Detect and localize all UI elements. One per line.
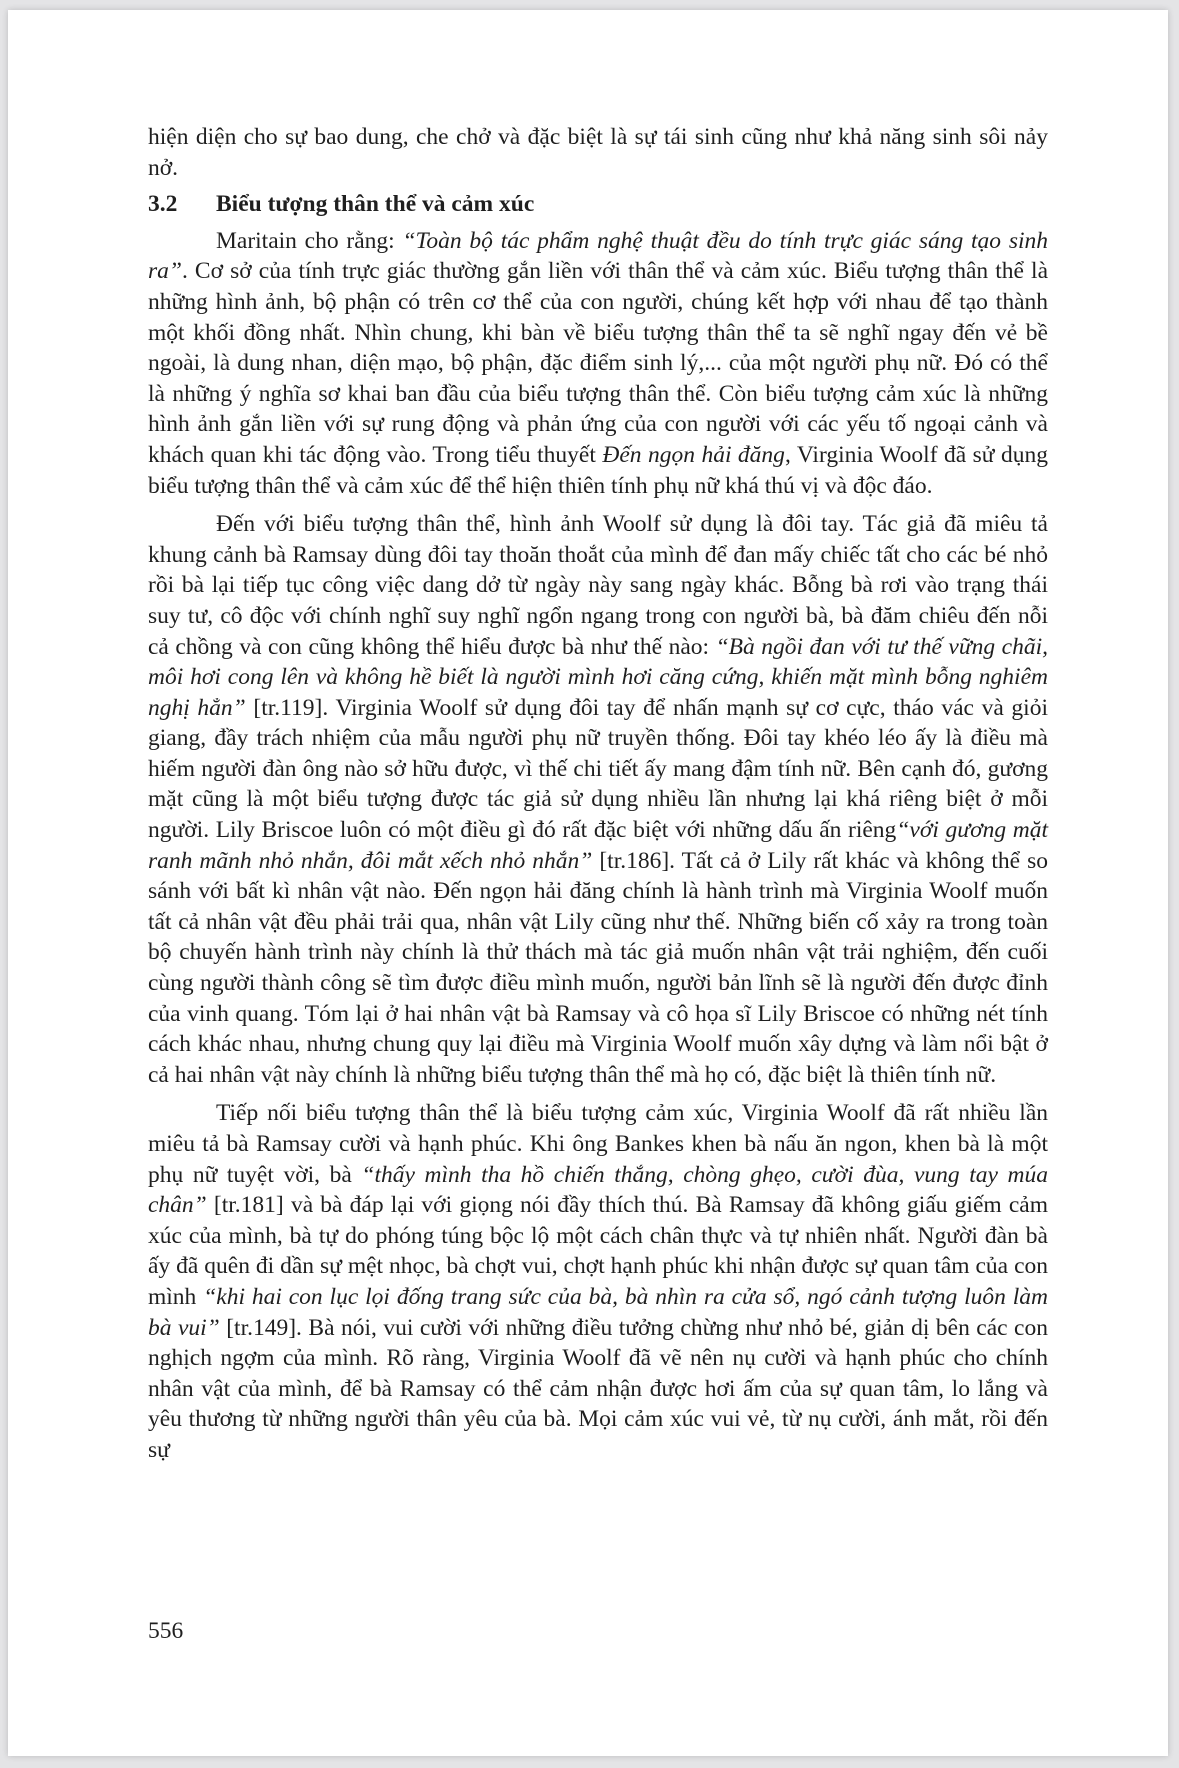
section-number: 3.2 [148,191,178,218]
paragraph-3-quote-2: “khi hai con lục lọi đống trang sức của bà, bà nhìn ra cửa sổ, ngó cảnh tượng luôn làm bà vui” [148,1283,1048,1341]
paragraph-1-text-c: . Cơ sở của tính trực giác thường gắn liền với thân thể và cảm xúc. Biểu tượng thân thể là những hình ảnh, bộ phận có trên cơ thể của con người, chúng kết hợp với nhau để tạo thành một khối đồng nhất. Nhìn chung, khi bàn về biểu tượng thân thể ta sẽ nghĩ ngay đến vẻ bề ngoài, là dung nhan, diện mạo, bộ phận, đặc điểm sinh lý,... của một người phụ nữ. Đó có thể là những ý nghĩa sơ khai ban đầu của biểu tượng thân thể. Còn biểu tượng cảm xúc là những hình ảnh gắn liền với sự rung động và phản ứng của con người với các yếu tố ngoại cảnh và khách quan khi tác động vào. Trong tiểu thuyết [148,258,1048,468]
paragraph-3-text-c: [tr.181] và bà đáp lại với giọng nói đầy thích thú. Bà Ramsay đã không giấu giếm cảm xúc của mình, bà tự do phóng túng bộc lộ một cách chân thực và tự nhiên nhất. Người đàn bà ấy đã quên đi dần sự mệt nhọc, bà chợt vui, chợt hạnh phúc khi nhận được sự quan tâm của con mình [148,1192,1048,1310]
paragraph-2-text-e: [tr.186]. Tất cả ở Lily rất khác và không thể so sánh với bất kì nhân vật nào. Đến ngọn hải đăng chính là hành trình mà Virginia Woolf muốn tất cả nhân vật đều phải trải qua, nhân vật Lily cũng như thế. Những biến cố xảy ra trong toàn bộ chuyến hành trình này chính là thử thách mà tác giả muốn nhân vật trải nghiệm, đến cuối cùng người thành công sẽ tìm được điều mình muốn, người bản lĩnh sẽ là người đến được đỉnh của vinh quang. Tóm lại ở hai nhân vật bà Ramsay và cô họa sĩ Lily Briscoe có những nét tính cách khác nhau, nhưng chung quy lại điều mà Virginia Woolf muốn xây dựng và làm nổi bật ở cả hai nhân vật này chính là những biểu tượng thân thể mà họ có, đặc biệt là thiên tính nữ. [148,847,1049,1088]
paragraph-3-text-e: [tr.149]. Bà nói, vui cười với những điều tưởng chừng như nhỏ bé, giản dị bên các con nghịch ngợm của mình. Rõ ràng, Virginia Woolf đã vẽ nên nụ cười và hạnh phúc cho chính nhân vật của mình, để bà Ramsay có thể cảm nhận được hơi ấm của sự quan tâm, lo lắng và yêu thương từ những người thân yêu của bà. Mọi cảm xúc vui vẻ, từ nụ cười, ánh mắt, rồi đến sự [148,1314,1048,1463]
section-heading [148,189,1048,220]
paragraph-2-text-a: Đến với biểu tượng thân thể, hình ảnh Woolf sử dụng là đôi tay. Tác giả đã miêu tả khung cảnh bà Ramsay dùng đôi tay thoăn thoắt của mình để đan mấy chiếc tất cho các bé nhỏ rồi bà lại tiếp tục công việc dang dở từ ngày này sang ngày khác. Bỗng bà rơi vào trạng thái suy tư, cô độc với chính nghĩ suy nghĩ ngổn ngang trong con người bà, bà đăm chiêu đến nỗi cả chồng và con cũng không thể hiểu được bà như thế nào: [148,511,1048,660]
intro-paragraph: hiện diện cho sự bao dung, che chở và đặc biệt là sự tái sinh cũng như khả năng sinh sôi nảy nở. [148,124,1048,181]
paragraph-1-text-a: Maritain cho rằng: [216,227,403,254]
document-page [8,10,1168,1756]
paragraph-3-quote-1: “thấy mình tha hồ chiến thắng, chòng ghẹo, cười đùa, vung tay múa chân” [148,1161,1048,1219]
section-title: Biểu tượng thân thể và cảm xúc [216,191,535,218]
paragraph-1 [148,226,1048,501]
paragraph-2-quote-2: “với gương mặt ranh mãnh nhỏ nhắn, đôi mắt xếch nhỏ nhắn” [148,817,1048,874]
paragraph-1-quote: “Toàn bộ tác phẩm nghệ thuật đều do tính trực giác sáng tạo sinh ra” [148,227,1048,285]
paragraph-2-quote-1: “Bà ngồi đan với tư thế vững chãi, môi hơi cong lên và không hề biết là người mình hơi căng cứng, khiến mặt mình bỗng nghiêm nghị hẳn” [148,633,1048,721]
page-number: 556 [148,1618,184,1644]
paragraph-3-text-a: Tiếp nối biểu tượng thân thể là biểu tượng cảm xúc, Virginia Woolf đã rất nhiều lần miêu tả bà Ramsay cười và hạnh phúc. Khi ông Bankes khen bà nấu ăn ngon, khen bà là một phụ nữ tuyệt vời, bà [148,1100,1048,1188]
paragraph-1-text-e: , Virginia Woolf đã sử dụng biểu tượng thân thể và cảm xúc để thể hiện thiên tính phụ nữ khá thú vị và độc đáo. [148,441,1048,499]
paragraph-2-text-c: [tr.119]. Virginia Woolf sử dụng đôi tay để nhấn mạnh sự cơ cực, tháo vác và giỏi giang, đầy trách nhiệm của mẫu người phụ nữ truyền thống. Đôi tay khéo léo ấy là điều mà hiếm người đàn ông nào sở hữu được, vì thế chi tiết ấy mang đậm tính nữ. Bên cạnh đó, gương mặt cũng là một biểu tượng được tác giả sử dụng nhiều lần nhưng lại khá riêng biệt ở mỗi người. Lily Briscoe luôn có một điều gì đó rất đặc biệt với những dấu ấn riêng [148,694,1048,844]
paragraph-2 [148,509,1048,1090]
page-body [148,122,1048,1466]
paragraph-1-book-title: Đến ngọn hải đăng [602,441,785,468]
paragraph-3 [148,1098,1048,1465]
